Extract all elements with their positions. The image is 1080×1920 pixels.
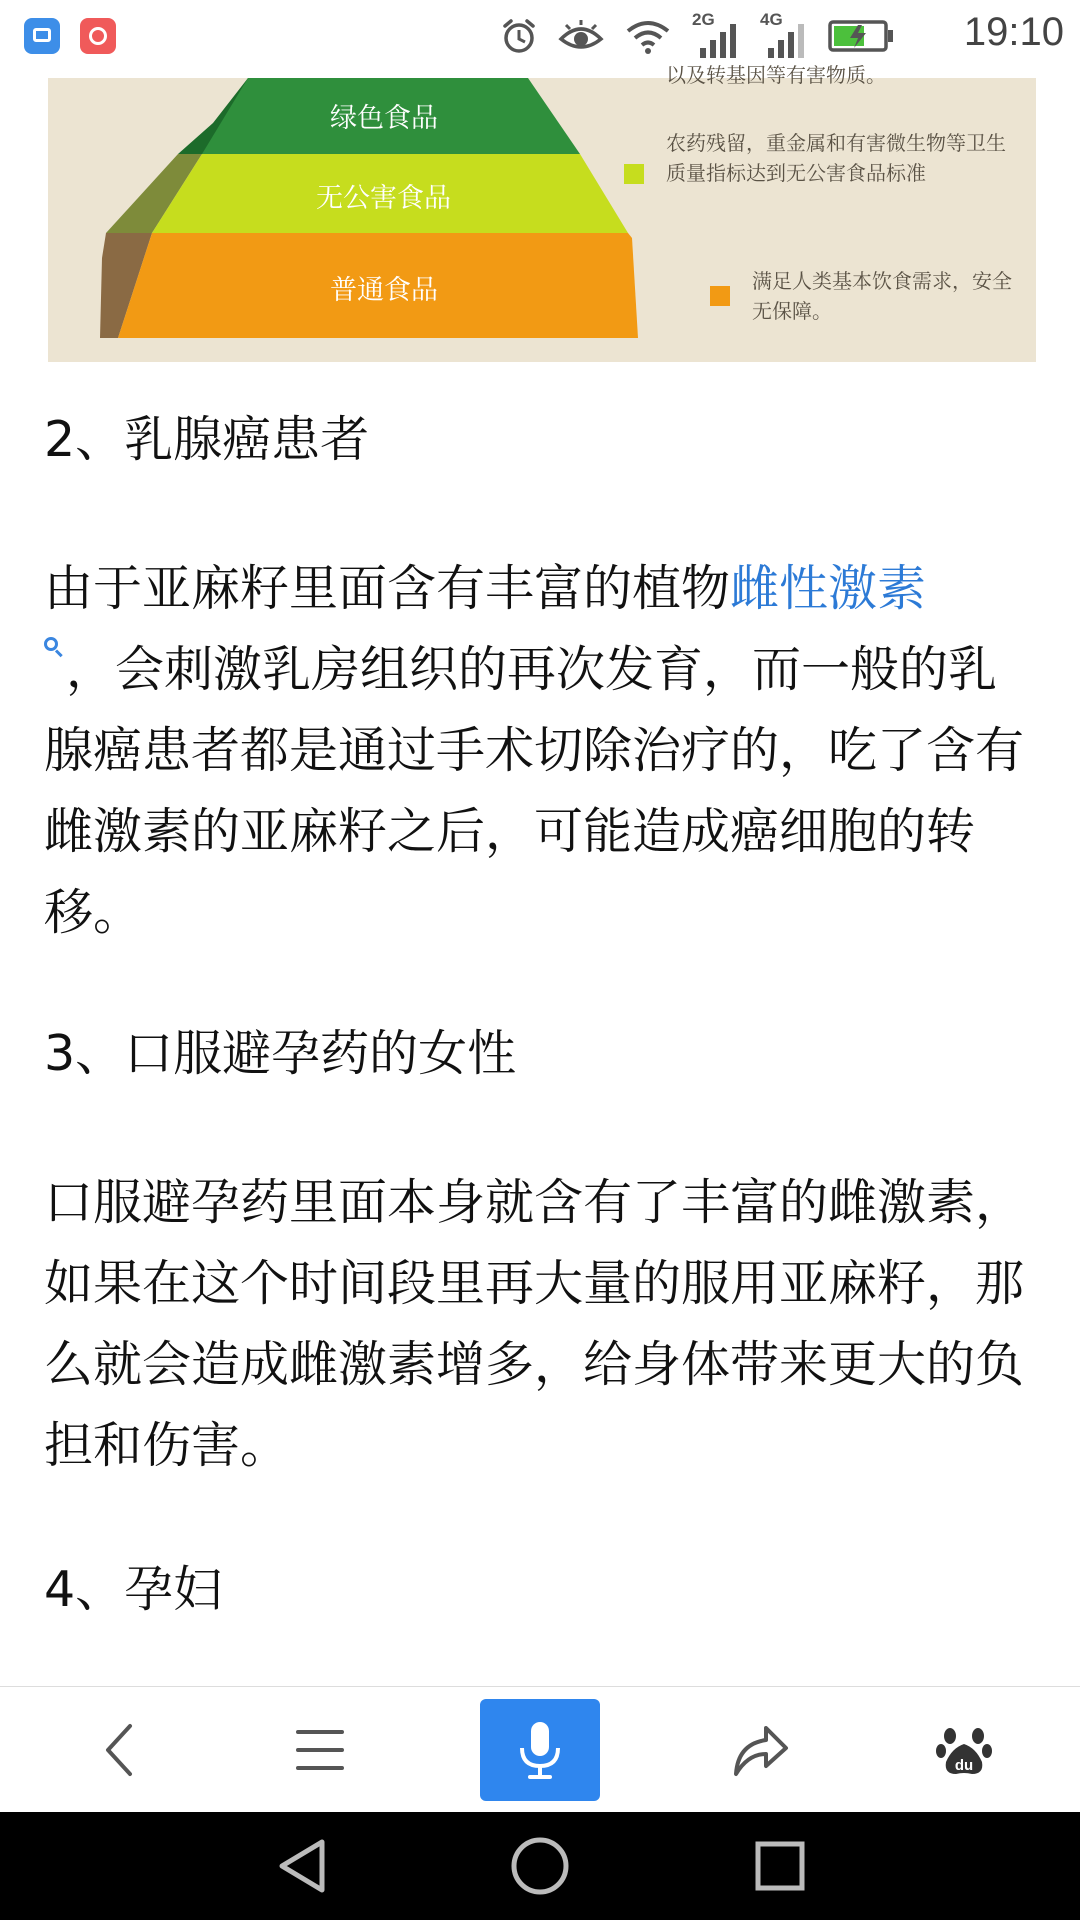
baidu-paw-icon <box>936 1722 992 1778</box>
voice-search-button[interactable] <box>480 1699 600 1801</box>
pyramid-note-2: 农药残留，重金属和有害微生物等卫生质量指标达到无公害食品标准 <box>666 131 1006 185</box>
menu-button[interactable] <box>260 1687 380 1813</box>
legend-orange-square <box>710 286 730 306</box>
nav-back-button[interactable] <box>232 1812 372 1920</box>
wifi-icon <box>624 17 672 55</box>
pyramid-level-pollution-free: 无公害食品 <box>316 183 451 214</box>
svg-text:du: du <box>954 1757 974 1774</box>
search-icon[interactable] <box>44 637 66 659</box>
alarm-icon <box>500 17 538 55</box>
signal-4g-icon <box>760 10 808 58</box>
back-button[interactable] <box>60 1687 180 1813</box>
section-heading-3: 3、口服避孕药的女性 <box>44 1025 517 1082</box>
share-icon <box>730 1722 790 1778</box>
paragraph-2-text-start: 由于亚麻籽里面含有丰富的植物 <box>44 560 731 617</box>
eye-icon <box>558 17 604 55</box>
pyramid-note-1: 以及转基因等有害物质。 <box>666 63 886 87</box>
network-2g-label: 2G <box>692 10 715 29</box>
nav-home-button[interactable] <box>470 1812 610 1920</box>
paragraph-2-text-end: ，会刺激乳房组织的再次发育，而一般的乳腺癌患者都是通过手术切除治疗的，吃了含有雌激素的亚麻籽之后，可能造成癌细胞的转移。 <box>44 641 1025 941</box>
baidu-home-button[interactable] <box>904 1687 1024 1813</box>
nav-recents-button[interactable] <box>710 1812 850 1920</box>
section-paragraph-3: 口服避孕药里面本身就含有了丰富的雌激素，如果在这个时间段里再大量的服用亚麻籽，那么就会造成雌激素增多，给身体带来更大的负担和伤害。 <box>44 1174 1025 1474</box>
pyramid-level-green: 绿色食品 <box>330 103 438 134</box>
section-heading-2: 2、乳腺癌患者 <box>44 411 370 468</box>
nav-recents-icon <box>754 1840 806 1892</box>
battery-charging-icon <box>828 19 894 53</box>
microphone-icon <box>518 1720 562 1780</box>
legend-yellow-square <box>624 164 644 184</box>
gallery-app-icon <box>24 18 60 54</box>
nav-back-icon <box>274 1836 330 1896</box>
status-time: 19:10 <box>963 10 1064 54</box>
status-icons <box>500 10 894 58</box>
signal-2g-icon <box>692 10 740 58</box>
app-icon <box>80 18 116 54</box>
pyramid-level-ordinary: 普通食品 <box>330 275 438 306</box>
section-heading-4: 4、孕妇 <box>44 1561 223 1618</box>
share-button[interactable] <box>700 1687 820 1813</box>
food-pyramid-image <box>48 63 1036 362</box>
system-nav-bar <box>0 1812 1080 1920</box>
pyramid-note-3: 满足人类基本饮食需求，安全无保障。 <box>752 269 1012 323</box>
bottom-toolbar <box>0 1686 1080 1813</box>
back-arrow-icon <box>100 1722 140 1778</box>
nav-home-icon <box>510 1836 570 1896</box>
network-4g-label: 4G <box>760 10 783 29</box>
menu-icon <box>296 1728 344 1772</box>
estrogen-link[interactable]: 雌性激素 <box>730 560 927 617</box>
section-paragraph-2 <box>44 548 1044 953</box>
